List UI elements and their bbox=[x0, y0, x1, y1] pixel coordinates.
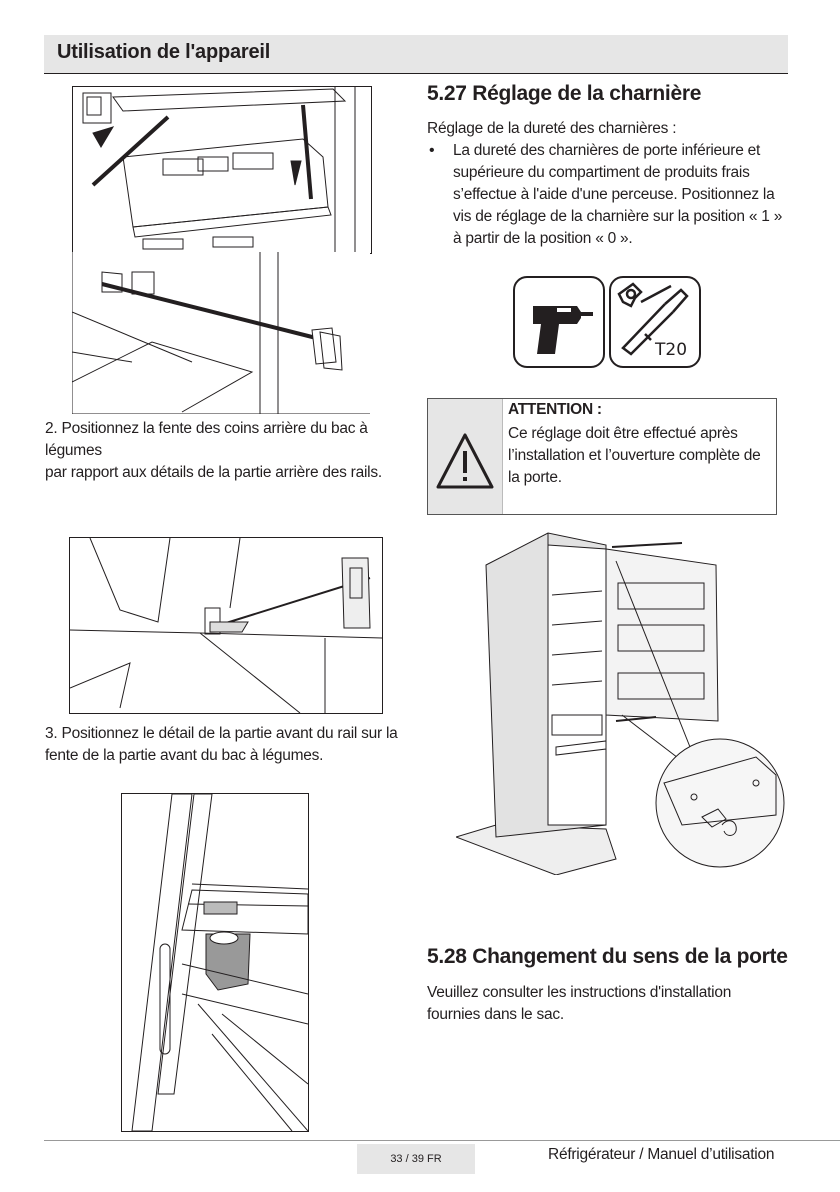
rail-detail-figure bbox=[72, 252, 370, 414]
step-2-text bbox=[45, 418, 405, 484]
tool-label: T20 bbox=[655, 340, 688, 360]
section-5-27-bullet: • La dureté des charnières de porte inférieure et supérieure du compartiment de produits frais s’effectue à l'aide d'une perceuse. Positionnez la vis de réglage de la charnière sur la position « 1 » à partir de la position « 0 ». bbox=[427, 140, 787, 250]
section-5-27-heading: 5.27 Réglage de la charnière bbox=[427, 82, 702, 105]
rear-slot-figure bbox=[69, 537, 383, 714]
page-number: 33 / 39 FR bbox=[357, 1144, 475, 1174]
section-5-27-intro: Réglage de la dureté des charnières : bbox=[427, 120, 677, 137]
drill-icon bbox=[513, 276, 605, 368]
attention-box bbox=[427, 398, 777, 515]
section-5-28-body: Veuillez consulter les instructions d'installation fournies dans le sac. bbox=[427, 984, 732, 1023]
attention-body: Ce réglage doit être effectué après l’installation et l’ouverture complète de la porte. bbox=[508, 425, 761, 486]
torx-screwdriver-icon bbox=[609, 276, 701, 368]
attention-icon-panel bbox=[428, 399, 503, 514]
page-section-title: Utilisation de l'appareil bbox=[57, 41, 271, 63]
section-header-bar bbox=[44, 35, 788, 74]
fridge-hinge-figure bbox=[456, 525, 839, 875]
front-slot-figure bbox=[121, 793, 309, 1132]
rail-removal-figure bbox=[72, 86, 372, 254]
footer-divider bbox=[44, 1140, 840, 1141]
section-5-27-bullet-list bbox=[427, 140, 787, 250]
step-2-line-1: 2. Positionnez la fente des coins arrière du bac à légumes bbox=[45, 420, 368, 459]
footer-document-title: Réfrigérateur / Manuel d’utilisation bbox=[548, 1146, 775, 1163]
section-5-28-heading: 5.28 Changement du sens de la porte bbox=[427, 945, 788, 968]
attention-title: ATTENTION : bbox=[508, 401, 602, 418]
step-2-line-2: par rapport aux détails de la partie arrière des rails. bbox=[45, 464, 382, 481]
step-3-text: 3. Positionnez le détail de la partie avant du rail sur la fente de la partie avant du bac à légumes. bbox=[45, 725, 398, 764]
warning-triangle-icon bbox=[428, 399, 502, 514]
